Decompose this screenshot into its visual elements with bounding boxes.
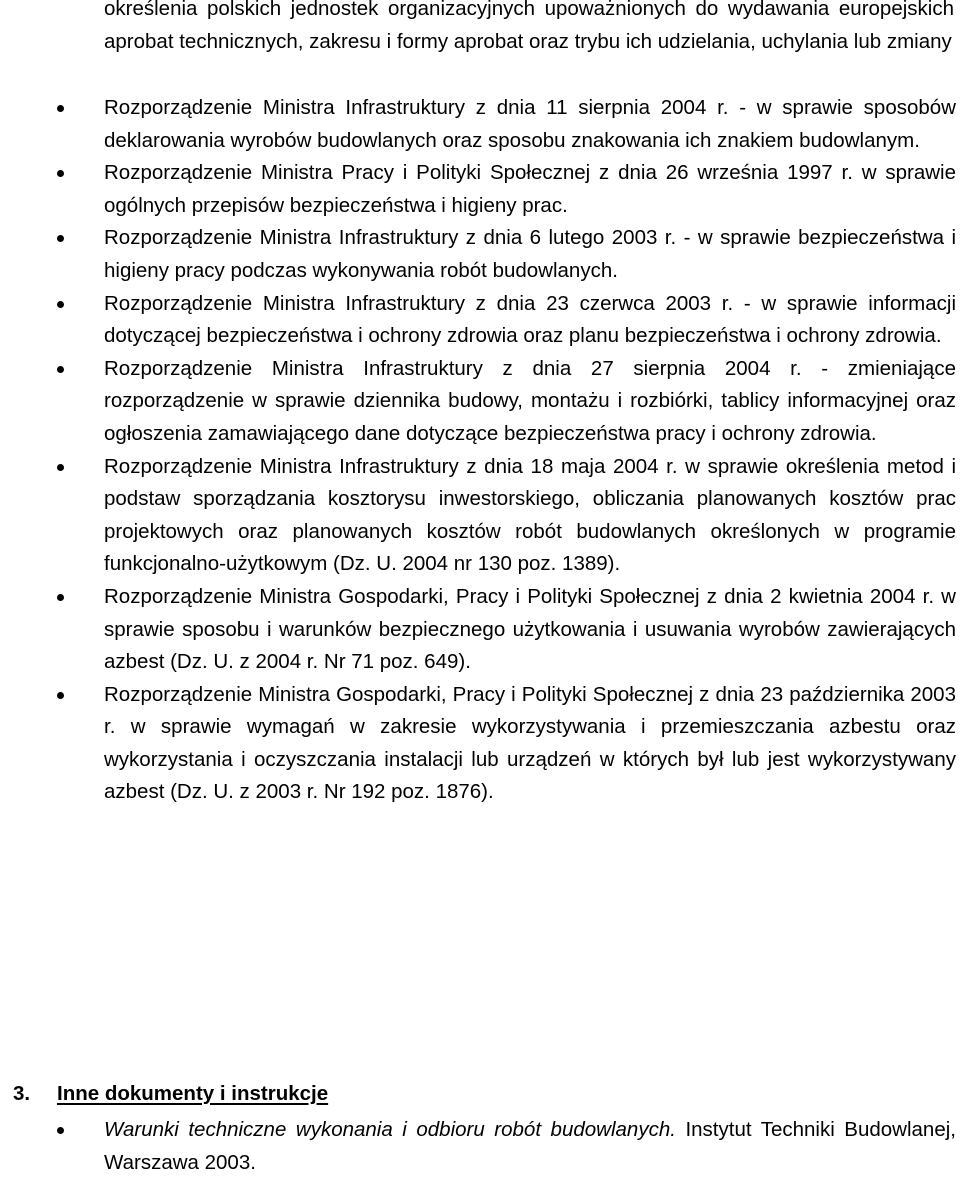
section-number: 3. <box>13 1082 31 1105</box>
list-item <box>0 1114 960 1179</box>
bullet-icon <box>57 301 64 308</box>
list-item <box>0 92 960 157</box>
bullet-icon <box>57 105 64 112</box>
list-item-text: Rozporządzenie Ministra Gospodarki, Pracy i Polityki Społecznej z dnia 2 kwietnia 2004 r. w sprawie sposobu i warunków bezpiecznego użytkowania i usuwania wyrobów zawierających azbest (Dz. U. z 2004 r. Nr 71 poz. 649). <box>104 584 956 674</box>
list-item <box>0 679 960 809</box>
bullet-icon <box>57 464 64 471</box>
list-item <box>0 288 960 353</box>
list-item-text: Rozporządzenie Ministra Infrastruktury z dnia 23 czerwca 2003 r. - w sprawie informacji dotyczącej bezpieczeństwa i ochrony zdrowia oraz planu bezpieczeństwa i ochrony zdrowia. <box>104 291 956 348</box>
list-item <box>0 157 960 222</box>
documents-list <box>0 1114 960 1179</box>
list-item-text: Rozporządzenie Ministra Infrastruktury z dnia 11 sierpnia 2004 r. - w sprawie sposobów deklarowania wyrobów budowlanych oraz sposobu znakowania ich znakiem budowlanym. <box>104 96 956 152</box>
list-item-text: Rozporządzenie Ministra Infrastruktury z dnia 27 sierpnia 2004 r. - zmieniające rozporządzenie w sprawie dziennika budowy, montażu i rozbiórki, tablicy informacyjnej oraz ogłoszenia zamawiającego dane dotyczące bezpieczeństwa pracy i ochrony zdrowia. <box>104 356 956 445</box>
list-item-text: Rozporządzenie Ministra Pracy i Polityki Społecznej z dnia 26 września 1997 r. w sprawie ogólnych przepisów bezpieczeństwa i higieny prac. <box>104 161 956 217</box>
section-title: Inne dokumenty i instrukcje <box>57 1082 329 1105</box>
bullet-icon <box>57 594 64 601</box>
bullet-icon <box>57 170 64 177</box>
bullet-icon <box>57 1127 64 1134</box>
list-item-text: Rozporządzenie Ministra Infrastruktury z dnia 6 lutego 2003 r. - w sprawie bezpieczeństwa i higieny pracy podczas wykonywania robót budowlanych. <box>104 226 956 282</box>
list-item <box>0 353 960 451</box>
regulations-list <box>0 92 960 809</box>
bullet-icon <box>57 235 64 242</box>
list-item-text: Rozporządzenie Ministra Gospodarki, Pracy i Polityki Społecznej z dnia 23 października 2003 r. w sprawie wymagań w zakresie wykorzystywania i przemieszczania azbestu oraz wykorzystania i oczyszczania instalacji lub urządzeń w których był lub jest wykorzystywany azbest (Dz. U. z 2003 r. Nr 192 poz. 1876). <box>104 682 956 804</box>
list-item-text <box>104 1114 956 1179</box>
document-title: Warunki techniczne wykonania i odbioru robót budowlanych. <box>104 1118 676 1141</box>
list-item <box>0 451 960 581</box>
bullet-icon <box>57 366 64 373</box>
continued-paragraph: określenia polskich jednostek organizacyjnych upoważnionych do wydawania europejskich aprobat technicznych, zakresu i formy aprobat oraz trybu ich udzielania, uchylania lub zmiany <box>104 0 954 53</box>
document-publisher: Instytut Techniki Budowlanej, Warszawa 2003. <box>104 1118 956 1174</box>
bullet-icon <box>57 692 64 699</box>
list-item <box>0 222 960 287</box>
list-item <box>0 581 960 679</box>
list-item-text: Rozporządzenie Ministra Infrastruktury z dnia 18 maja 2004 r. w sprawie określenia metod i podstaw sporządzania kosztorysu inwestorskiego, obliczania planowanych kosztów prac projektowych oraz planowanych kosztów robót budowlanych określonych w programie funkcjonalno-użytkowym (Dz. U. 2004 nr 130 poz. 1389). <box>104 454 956 576</box>
